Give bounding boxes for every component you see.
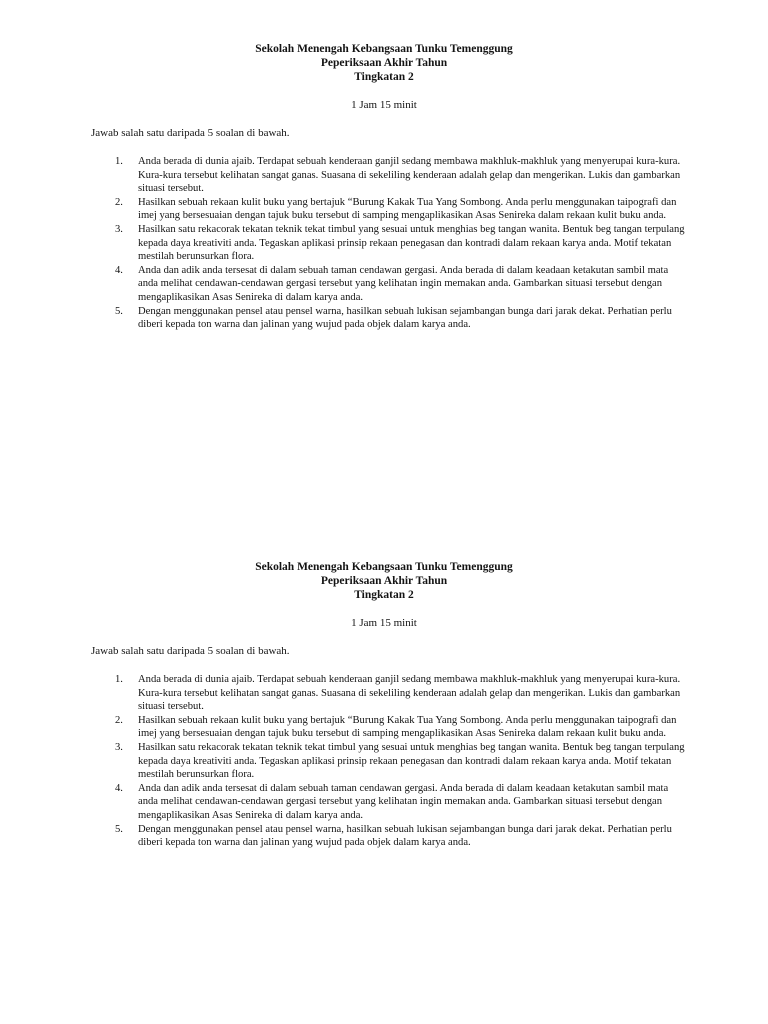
question-text: Anda berada di dunia ajaib. Terdapat sebuah kenderaan ganjil sedang membawa makhluk-makhluk yang menyerupai kura-kura. Kura-kura tersebut kelihatan sangat ganas. Suasana di sekeliling kenderaan adalah gelap dan mengerikan. Lukis dan gambarkan situasi tersebut. [138,674,681,713]
question-number: 1. [115,156,123,167]
question-text: Hasilkan satu rekacorak tekatan teknik tekat timbul yang sesuai untuk menghias beg tangan wanita. Bentuk beg tangan terpulang kepada daya kreativiti anda. Tegaskan aplikasi prinsip rekaan penegasan dan kontradi dalam rekaan karya anda. Motif tekatan mestilah berunsurkan flora. [138,741,685,781]
question-list [91,673,686,850]
question-text: Dengan menggunakan pensel atau pensel warna, hasilkan sebuah lukisan sejambangan bunga dari jarak dekat. Perhatian perlu diberi kepada ton warna dan jalinan yang wujud pada objek dalam karya anda. [138,305,672,331]
exam-header [0,42,768,84]
question-item [91,714,686,741]
question-text: Hasilkan sebuah rekaan kulit buku yang bertajuk “Burung Kakak Tua Yang Sombong. Anda perlu menggunakan taipografi dan imej yang bersesuaian dengan tajuk buku tersebut di samping mengaplikasikan Asas Senireka dalam rekaan kulit buku anda. [138,714,677,740]
question-item [91,782,686,823]
exam-duration: 1 Jam 15 minit [351,617,417,629]
question-list [91,155,686,332]
question-number: 4. [115,264,123,276]
question-item [91,673,686,714]
question-text: Anda berada di dunia ajaib. Terdapat sebuah kenderaan ganjil sedang membawa makhluk-makhluk yang menyerupai kura-kura. Kura-kura tersebut kelihatan sangat ganas. Suasana di sekeliling kenderaan adalah gelap dan mengerikan. Lukis dan gambarkan situasi tersebut. [138,156,681,195]
question-item [91,305,686,332]
school-name: Sekolah Menengah Kebangsaan Tunku Temenggung [255,43,513,55]
exam-sheet-top [0,42,768,331]
question-number: 3. [115,223,123,235]
question-item [91,223,686,264]
question-number: 2. [115,714,123,726]
question-item [91,823,686,850]
question-text: Hasilkan satu rekacorak tekatan teknik tekat timbul yang sesuai untuk menghias beg tangan wanita. Bentuk beg tangan terpulang kepada daya kreativiti anda. Tegaskan aplikasi prinsip rekaan penegasan dan kontradi dalam rekaan karya anda. Motif tekatan mestilah berunsurkan flora. [138,223,685,263]
question-number: 4. [115,782,123,794]
exam-header [0,560,768,602]
question-text: Anda dan adik anda tersesat di dalam sebuah taman cendawan gergasi. Anda berada di dalam keadaan ketakutan sambil mata anda melihat cendawan-cendawan gergasi tersebut yang kelihatan ingin memakan anda. Gambarkan situasi tersebut dengan mengaplikasikan Asas Senireka di dalam karya anda. [138,782,669,821]
question-number: 2. [115,196,123,208]
question-item [91,196,686,223]
exam-sheet-bottom [0,560,768,849]
form-level: Tingkatan 2 [354,589,414,601]
question-text: Hasilkan sebuah rekaan kulit buku yang bertajuk “Burung Kakak Tua Yang Sombong. Anda perlu menggunakan taipografi dan imej yang bersesuaian dengan tajuk buku tersebut di samping mengaplikasikan Asas Senireka dalam rekaan kulit buku anda. [138,196,677,222]
question-number: 3. [115,741,123,753]
exam-duration: 1 Jam 15 minit [351,99,417,111]
question-text: Anda dan adik anda tersesat di dalam sebuah taman cendawan gergasi. Anda berada di dalam keadaan ketakutan sambil mata anda melihat cendawan-cendawan gergasi tersebut yang kelihatan ingin memakan anda. Gambarkan situasi tersebut dengan mengaplikasikan Asas Senireka di dalam karya anda. [138,264,669,303]
question-item [91,264,686,305]
exam-instruction: Jawab salah satu daripada 5 soalan di bawah. [91,127,290,139]
exam-title: Peperiksaan Akhir Tahun [320,57,448,69]
question-text: Dengan menggunakan pensel atau pensel warna, hasilkan sebuah lukisan sejambangan bunga dari jarak dekat. Perhatian perlu diberi kepada ton warna dan jalinan yang wujud pada objek dalam karya anda. [138,823,672,849]
form-level: Tingkatan 2 [354,71,414,83]
question-item [91,741,686,782]
question-item [91,155,686,196]
exam-title: Peperiksaan Akhir Tahun [320,575,448,587]
exam-instruction: Jawab salah satu daripada 5 soalan di bawah. [91,645,290,657]
question-number: 5. [115,305,123,317]
question-number: 1. [115,674,123,685]
question-number: 5. [115,823,123,835]
school-name: Sekolah Menengah Kebangsaan Tunku Temenggung [255,561,513,573]
